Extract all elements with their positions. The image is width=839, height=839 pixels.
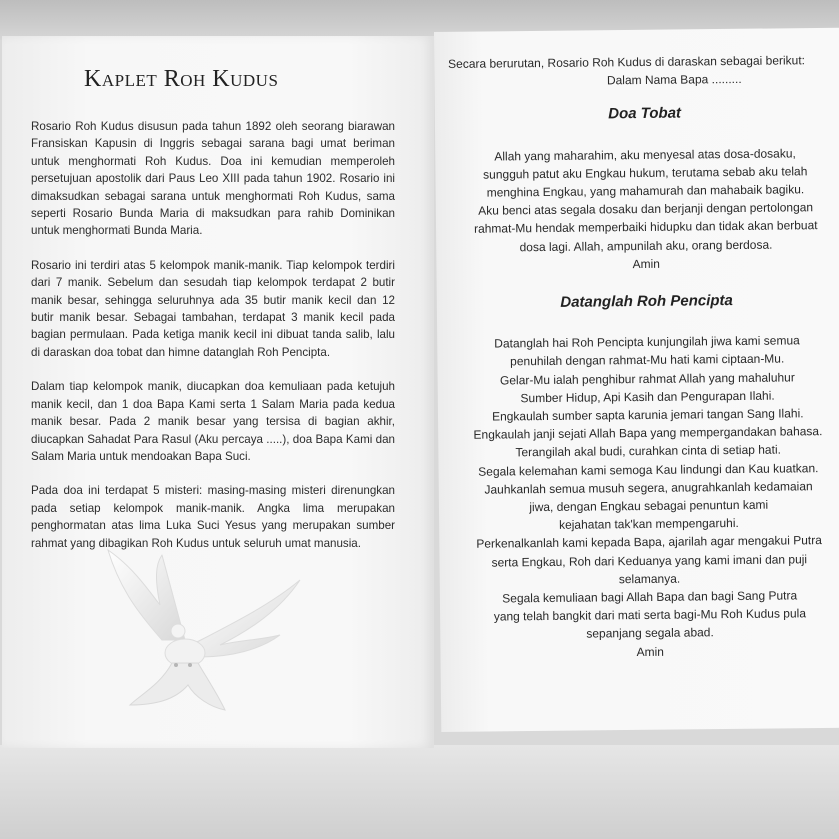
intro-sign-of-cross: Dalam Nama Bapa ......... <box>606 72 742 88</box>
verse-line: Amin <box>632 256 660 271</box>
verse-line: Gelar-Mu ialah penghibur rahmat Allah yang mahaluhur <box>499 370 795 388</box>
page-title: Kaplet Roh Kudus <box>84 66 279 92</box>
verse-line: kejahatan tak'kan mempengaruhi. <box>558 516 739 533</box>
paragraph-structure: Rosario ini terdiri atas 5 kelompok manik-manik. Tiap kelompok terdiri dari 7 manik. Sebelum dan sesudah tiap kelompok terdapat 2 butir manik besar, sehingga seluruhnya ada 35 butir manik kecil dan 12 butir manik besar. Sebagai tambahan, terdapat 3 manik kecil pada bagian permulaan. Pada ketiga manik kecil ini dibuat tanda salib, lalu di daraskan doa tobat dan himne datanglah Roh Pencipta. <box>31 258 395 359</box>
verse-line: rahmat-Mu hendak memperbaiki hidupku dan tidak akan berbuat <box>473 218 818 237</box>
paragraph-mysteries: Pada doa ini terdapat 5 misteri: masing-masing misteri direnungkan pada setiap kelompok manik-manik. Angka lima merupakan penghormatan atas lima Luka Suci Yesus yang merupakan sumber rahmat yang dibagikan Roh Kudus untuk seluruh umat manusia. <box>31 484 395 550</box>
verse-line: Terangilah akal budi, curahkan cinta di setiap hati. <box>515 442 781 460</box>
paragraph-history: Rosario Roh Kudus disusun pada tahun 1892 oleh seorang biarawan Fransiskan Kapusin di Inggris sebagai sarana bagi umat beriman untuk menghormati Roh Kudus. Doa ini kemudian memperoleh persetujuan apostolik dari Paus Leo XIII pada tahun 1902. Rosario ini dimaksudkan sebagai sarana untuk menghormati Roh Kudus, sama seperti Rosario Bunda Maria di maksudkan para rahib Dominikan untuk menghormati Bunda Maria. <box>31 120 395 238</box>
intro-text: Secara berurutan, Rosario Roh Kudus di daraskan sebagai berikut: <box>448 53 806 71</box>
verse-line: Engkaulah sumber sapta karunia jemari tangan Sang Ilahi. <box>491 406 804 424</box>
verse-line: penuhilah dengan rahmat-Mu hati kami ciptaan-Mu. <box>510 351 785 369</box>
verse-line: sepanjang segala abad. <box>586 625 714 642</box>
verse-line: sungguh patut aku Engkau hukum, terutama sebab aku telah <box>483 164 808 182</box>
verse-line: menghina Engkau, yang mahamurah dan mahabaik bagiku. <box>486 182 805 200</box>
verse-line: Aku benci atas segala dosaku dan berjanji dengan pertolongan <box>478 200 814 218</box>
background-bottom <box>0 745 839 839</box>
verse-line: Jauhkanlah semua musuh segera, anugrahkanlah kedamaian <box>484 479 813 497</box>
verse-line: Segala kelemahan kami semoga Kau lindungi dan Kau kuatkan. <box>478 460 819 479</box>
doa-tobat-text <box>449 143 839 275</box>
verse-line: Datanglah hai Roh Pencipta kunjungilah jiwa kami semua <box>494 333 800 351</box>
verse-line: dosa lagi. Allah, ampunilah aku, orang berdosa. <box>519 237 773 254</box>
verse-line: Amin <box>636 644 665 659</box>
right-text-column <box>448 51 839 683</box>
verse-line: Perkenalkanlah kami kepada Bapa, ajarilah agar mengakui Putra <box>476 533 822 552</box>
verse-line: yang telah bangkit dari mati serta bagi-Mu Roh Kudus pula <box>493 606 807 624</box>
dove-illustration <box>100 545 310 715</box>
verse-line: Engkaulah janji sejati Allah Bapa yang mempergandakan bahasa. <box>473 424 823 443</box>
verse-line: Allah yang maharahim, aku menyesal atas dosa-dosaku, <box>494 145 796 164</box>
left-text-column <box>31 118 395 569</box>
doa-tobat-heading: Doa Tobat <box>608 104 682 123</box>
paragraph-prayers: Dalam tiap kelompok manik, diucapkan doa kemuliaan pada ketujuh manik kecil, dan 1 doa Bapa Kami serta 1 Salam Maria pada kedua manik besar. Pada 2 manik besar yang tersisa di bagian akhir, diucapkan Sahadat Para Rasul (Aku percaya .....), doa Bapa Kami dan Salam Maria untuk mendoakan Bapa Suci. <box>31 380 395 463</box>
verse-line: Sumber Hidup, Api Kasih dan Pengurapan Ilahi. <box>520 388 775 406</box>
datanglah-heading: Datanglah Roh Pencipta <box>560 292 733 311</box>
verse-line: Segala kemuliaan bagi Allah Bapa dan bagi Sang Putra <box>502 588 798 606</box>
datanglah-text <box>451 331 839 663</box>
verse-line: serta Engkau, Roh dari Keduanya yang kami imani dan puji <box>491 551 808 570</box>
verse-line: selamanya. <box>618 571 681 587</box>
verse-line: jiwa, dengan Engkau sebagai penuntun kami <box>529 497 769 515</box>
